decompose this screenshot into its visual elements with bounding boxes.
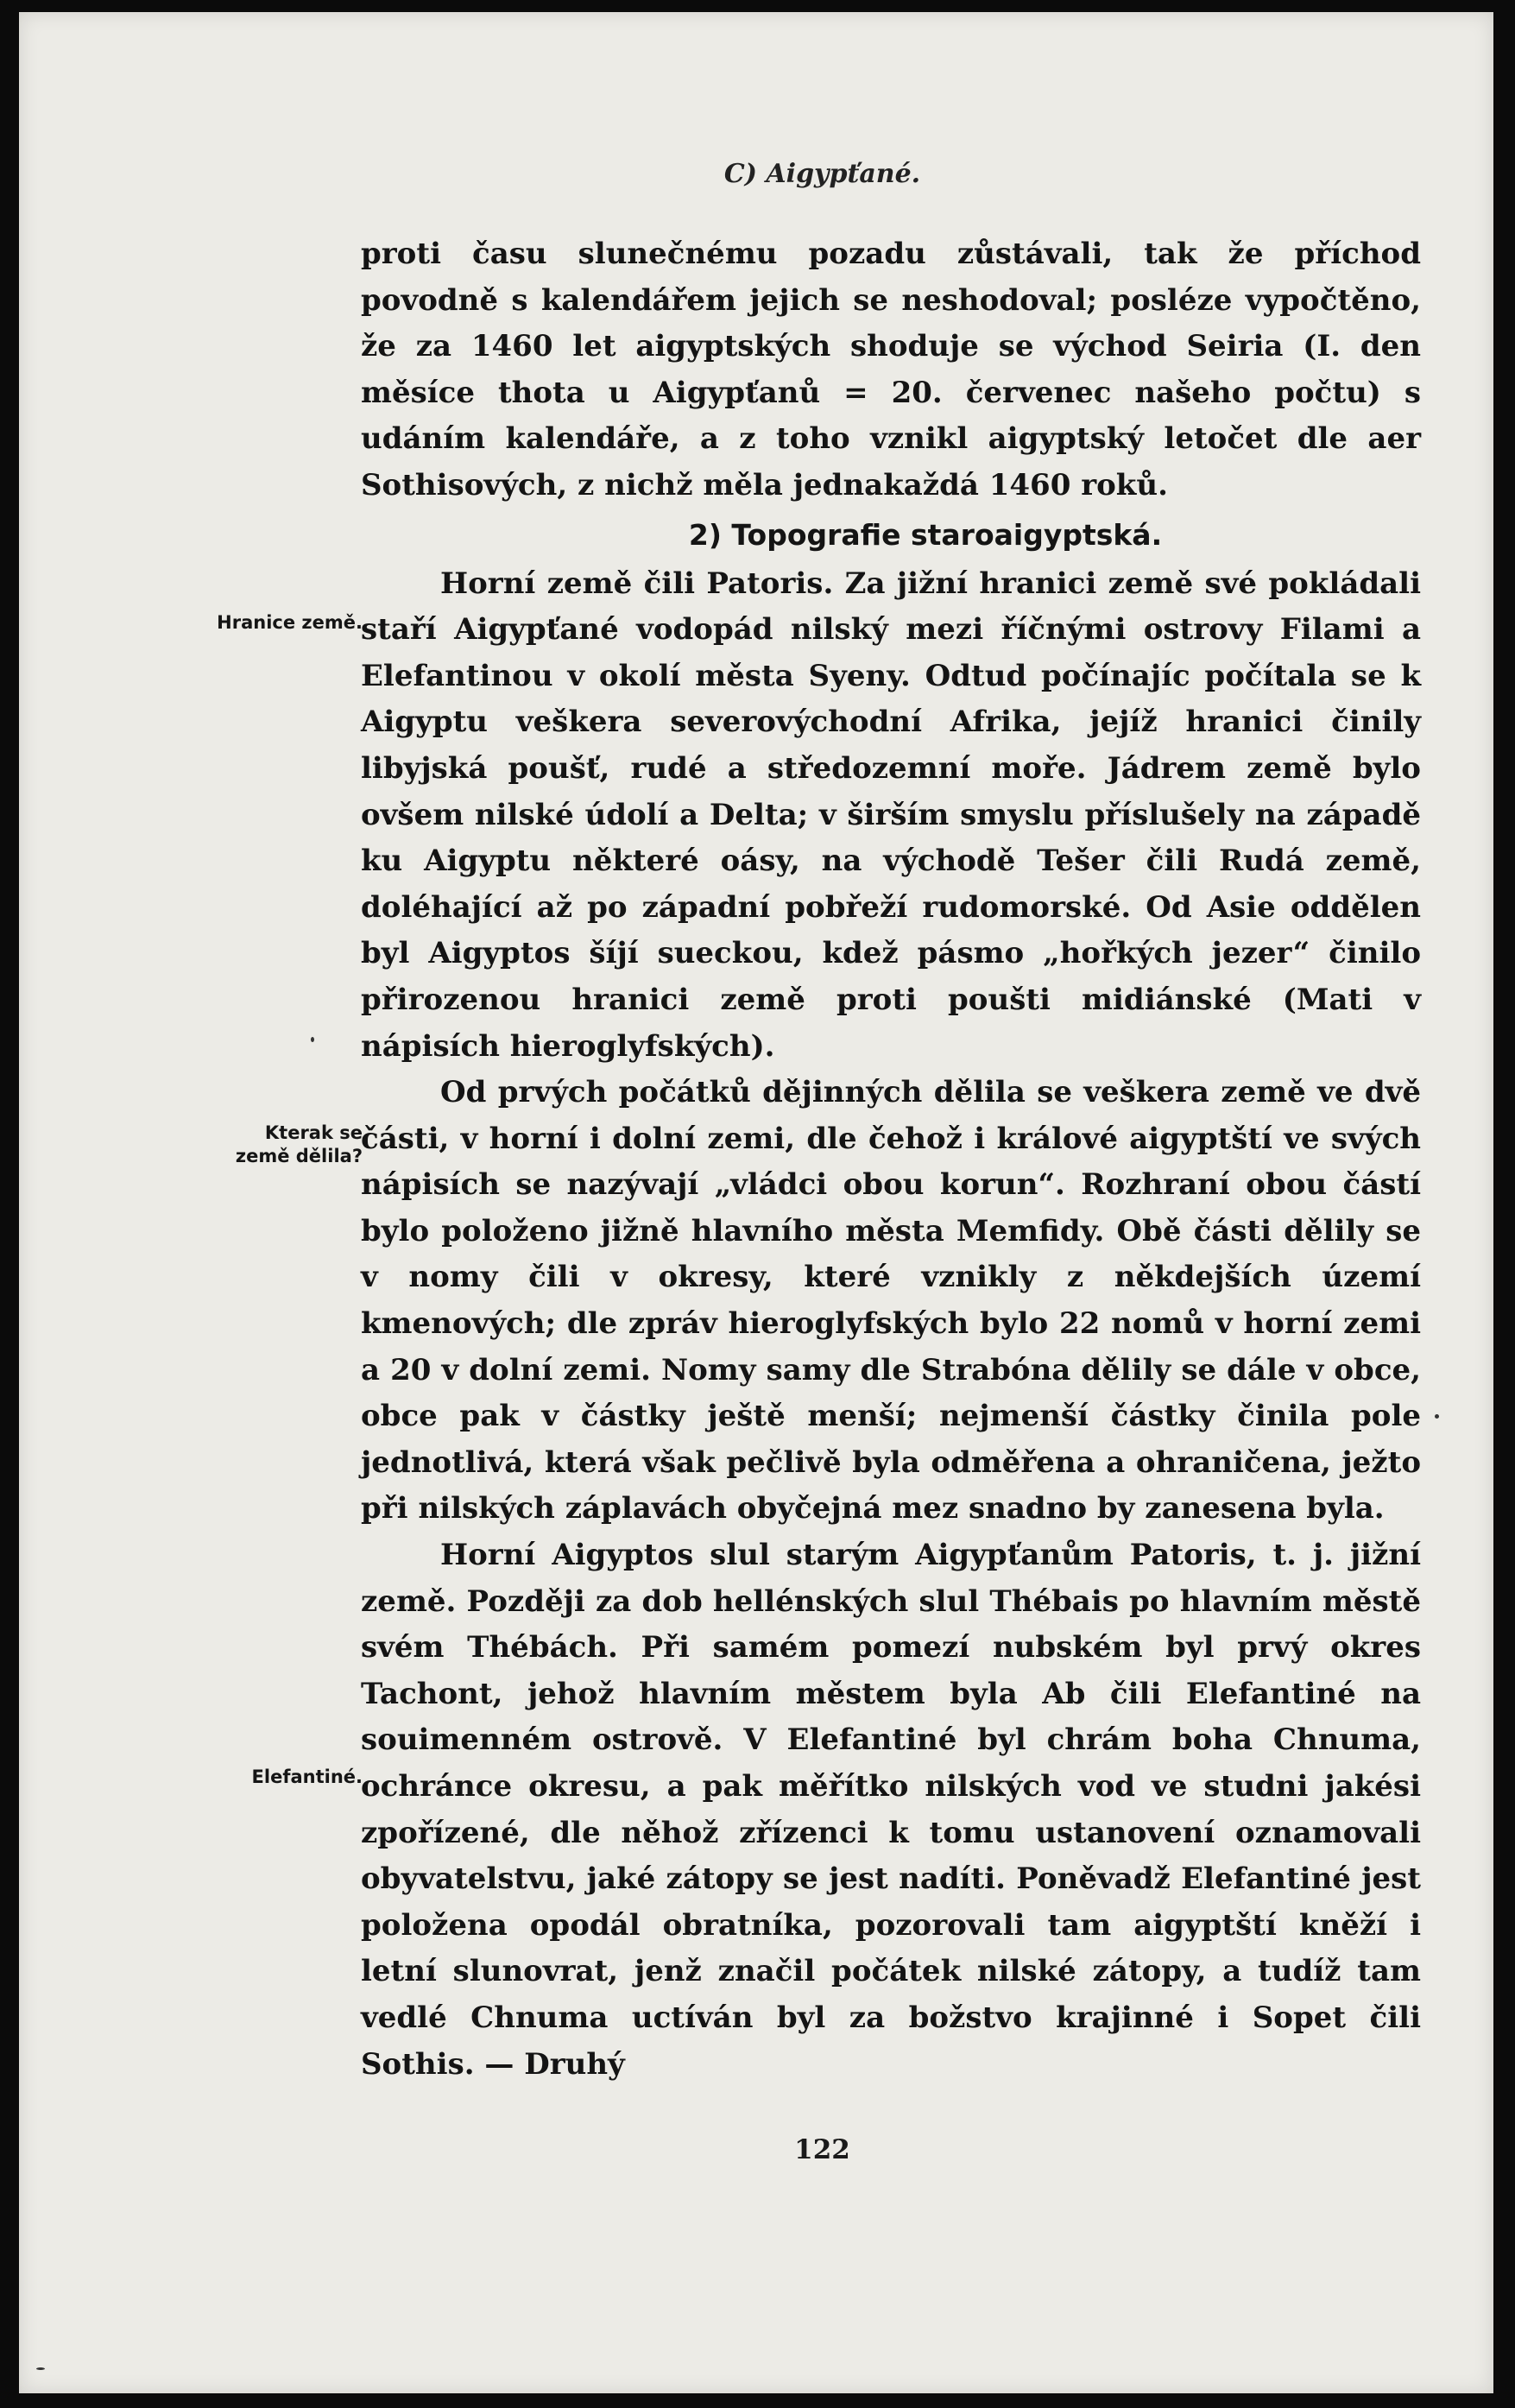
section-heading: 2) Topografie staroaigyptská. <box>688 517 1163 552</box>
margin-note-kterak <box>190 1122 363 1168</box>
scan-speck <box>1435 1414 1439 1419</box>
paragraph-3: Od prvých počátků dějinných dělila se veškera země ve dvě části, v horní i dolní zemi, dle čehož i králové aigyptští ve svých nápisích se nazývají „vládci obou korun“. Rozhraní obou částí bylo položeno jižně hlavního města Memfidy. Obě části dělily se v nomy čili v okresy, které vznikly z někdejších území kmenových; dle zpráv hieroglyfských bylo 22 nomů v horní zemi a 20 v dolní zemi. Nomy samy dle Strabóna dělily se dále v obce, obce pak v částky ještě menší; nejmenší částky činila pole jednotlivá, která však pečlivě byla odměřena a ohraničena, ježto při nilských záplavách obyčejná mez snadno by zanesena byla. <box>361 1075 1421 1526</box>
margin-note-elefantine: Elefantiné. <box>251 1766 363 1787</box>
running-head: C) Aigypťané. <box>723 159 921 189</box>
margin-note-kterak-line1: Kterak se <box>264 1122 363 1143</box>
paragraph-1: proti času slunečnému pozadu zůstávali, tak že příchod povodně s kalendářem jejich se neshodoval; posléze vypočtěno, že za 1460 let aigyptských shoduje se východ Seiria (I. den měsíce thota u Aigypťanů = 20. červenec našeho počtu) s udáním kalendáře, a z toho vznikl aigyptský letočet dle aer Sothisových, z nichž měla jednakaždá 1460 roků. <box>361 237 1421 502</box>
scan-speck <box>36 2367 45 2370</box>
page-number: 122 <box>794 2134 850 2165</box>
paragraph-2: Horní země čili Patoris. Za jižní hranici země své pokládali staří Aigypťané vodopád nilský mezi říčnými ostrovy Filami a Elefantinou v okolí města Syeny. Odtud počínajíc počítala se k Aigyptu veškera severovýchodní Afrika, jejíž hranici činily libyjská poušť, rudé a středozemní moře. Jádrem země bylo ovšem nilské údolí a Delta; v širším smyslu příslušely na západě ku Aigyptu některé oásy, na východě Tešer čili Rudá země, doléhající až po západní pobřeží rudomorské. Od Asie oddělen byl Aigyptos šíjí sueckou, kdež pásmo „hořkých jezer“ činilo přirozenou hranici země proti poušti midiánské (Mati v nápisích hieroglyfských). <box>361 566 1421 1064</box>
paragraph-4: Horní Aigyptos slul starým Aigypťanům Patoris, t. j. jižní země. Později za dob hellénských slul Thébais po hlavním městě svém Thébách. Při samém pomezí nubském byl prvý okres Tachont, jehož hlavním městem byla Ab čili Elefantiné na souimenném ostrově. V Elefantiné byl chrám boha Chnuma, ochránce okresu, a pak měřítko nilských vod ve studni jakési zpořízené, dle něhož zřízenci k tomu ustanovení oznamovali obyvatelstvu, jaké zátopy se jest nadíti. Poněvadž Elefantiné jest položena opodál obratníka, pozorovali tam aigyptští kněží i letní slunovrat, jenž značil počátek nilské zátopy, a tudíž tam vedlé Chnuma uctíván byl za božstvo krajinné i Sopet čili Sothis. — Druhý <box>361 1538 1421 2082</box>
page-body <box>361 231 1421 2088</box>
scan-speck <box>311 1037 314 1042</box>
margin-note-hranice: Hranice země. <box>217 612 363 633</box>
margin-note-kterak-line2: země dělila? <box>235 1146 363 1166</box>
